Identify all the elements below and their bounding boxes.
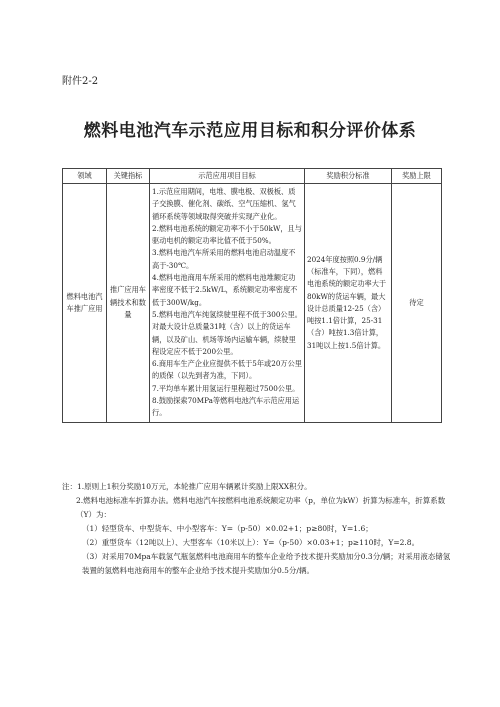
- goal-item: 2.燃料电池系统的额定功率不小于50kW，且与驱动电机的额定功率比值不低于50%。: [152, 223, 302, 246]
- goals-cell: [150, 184, 305, 423]
- header-domain: 领域: [63, 169, 107, 184]
- header-reward-limit: 奖励上限: [392, 169, 442, 184]
- note-2-2: （2）重型货车（12吨以上）、大型客车（10米以上）：Y=（p-50）×0.03+1；p≥110时，Y=2.8。: [82, 538, 420, 547]
- goal-item: 5.燃料电池汽车纯氢续驶里程不低于300公里。对最大设计总质量31吨（含）以上的货运车辆，以及矿山、机场等场内运输车辆，续驶里程设定应不低于200公里。: [152, 309, 302, 356]
- note-1: 注：1.原则上1积分奖励10万元，本轮推广应用车辆累计奖励上限XX积分。: [62, 482, 312, 491]
- goal-item: 4.燃料电池商用车所采用的燃料电池堆额定功率密度不低于2.5kW/L，系统额定功率密度不低于300W/kg。: [152, 273, 298, 307]
- goal-item: 8.鼓励探索70MPa等燃料电池汽车示范应用运行。: [152, 396, 300, 418]
- attachment-label: 附件2-2: [62, 76, 99, 87]
- note-2: 2.燃料电池标准车折算办法。燃料电池汽车按燃料电池系统额定功率（p，单位为kW）折算为标准车，折算系数（Y）为：: [76, 496, 446, 519]
- header-key-indicator: 关键指标: [107, 169, 150, 184]
- notes: [62, 480, 452, 578]
- goal-item: 1.示范应用期间，电堆、膜电极、双极板、质子交换膜、催化剂、碳纸、空气压缩机、氢气循环系统等领域取得突破并实现产业化。: [152, 187, 296, 221]
- goal-item: 3.燃料电池汽车所采用的燃料电池启动温度不高于-30℃。: [152, 248, 296, 270]
- goal-item: 6.商用车生产企业应提供不低于5年或20万公里的质保（以先到者为准，下同）。: [152, 359, 302, 381]
- table-row: [63, 184, 442, 423]
- evaluation-table: [62, 168, 442, 423]
- reward-limit-cell: 待定: [392, 184, 442, 423]
- domain-cell: 燃料电池汽车推广应用: [63, 184, 107, 423]
- document-title: 燃料电池汽车示范应用目标和积分评价体系: [83, 121, 417, 141]
- table-header-row: [63, 169, 442, 184]
- header-reward-standard: 奖励积分标准: [305, 169, 392, 184]
- goal-item: 7.平均单车累计用氢运行里程超过7500公里。: [152, 383, 300, 393]
- reward-standard-cell: 2024年度按照0.9分/辆（标准车，下同），燃料电池系统的额定功率大于80kW的货运车辆，最大设计总质量12-25（含）吨按1.1倍计算，25-31（含）吨按1.3倍计算，31吨以上按1.5倍计算。: [305, 184, 392, 423]
- note-2-3: （3）对采用70Mpa车载氢气瓶氢燃料电池商用车的整车企业给予技术提升奖励加分0.3分/辆；对采用液态储氢装置的氢燃料电池商用车的整车企业给予技术提升奖励加分0.5分/辆。: [82, 552, 451, 575]
- key-indicator-cell: 推广应用车辆技术和数量: [107, 184, 150, 423]
- header-goals: 示范应用项目目标: [150, 169, 305, 184]
- note-2-1: （1）轻型货车、中型货车、中小型客车：Y=（p-50）×0.02+1；p≥80时，Y=1.6；: [82, 524, 373, 533]
